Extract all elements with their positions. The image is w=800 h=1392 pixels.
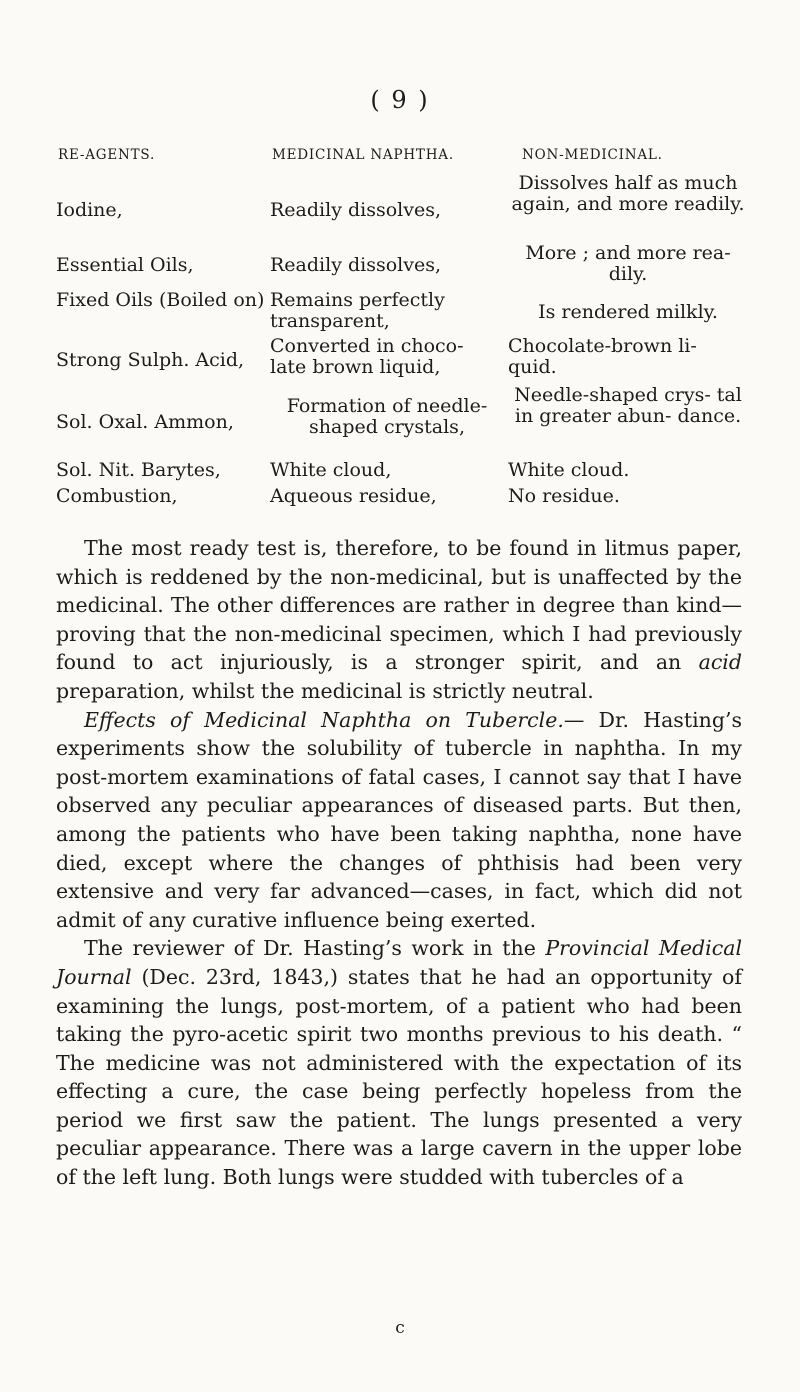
reagent-cell: Iodine, [56,199,123,221]
reagent-cell: Combustion, [56,485,178,507]
nonmedicinal-cell: Chocolate-brown li- quid. [508,335,697,378]
paragraph-litmus: The most ready test is, therefore, to be found in litmus paper, which is reddened by the non-medicinal, but is unaffected by the medicinal. The other differences are rather in degree than kind—proving that the non-medicinal specimen, which I had previously found to act injuriously, is a stronger spirit, and an acid preparation, whilst the medicinal is strictly neutral. [56,536,742,703]
medicinal-cell: Formation of needle- shaped crystals, [286,395,488,438]
medicinal-cell: Remains perfectly transparent, [270,289,445,332]
reagent-cell: Sol. Oxal. Ammon, [56,411,234,433]
medicinal-cell: White cloud, [270,459,392,481]
signature-mark: c [395,1318,405,1338]
medicinal-cell: Aqueous residue, [270,485,437,507]
nonmedicinal-cell: No residue. [508,485,620,507]
nonmedicinal-cell: Is rendered milkly. [538,301,718,323]
medicinal-cell: Converted in choco- late brown liquid, [270,335,464,378]
reagent-cell: Sol. Nit. Barytes, [56,459,221,481]
body-text [56,534,742,1192]
reagent-cell: Fixed Oils (Boiled on) [56,289,265,311]
reagent-cell: Strong Sulph. Acid, [56,349,245,371]
page-number: ( 9 ) [370,86,430,114]
paragraph-effects: Effects of Medicinal Naphtha on Tubercle.— Dr. Hasting’s experiments show the solubility of tubercle in naphtha. In my post-mortem examinations of fatal cases, I cannot say that I have observed any peculiar appearances of diseased parts. But then, among the patients who have been taking naphtha, none have died, except where the changes of phthisis had been very extensive and very far advanced—cases, in fact, which did not admit of any curative influence being exerted. [56,707,742,932]
section-heading: Effects of Medicinal Naphtha on Tubercle. [84,707,564,732]
column-header-nonmedicinal: NON-MEDICINAL. [522,147,663,163]
column-header-reagents: RE-AGENTS. [58,147,156,163]
nonmedicinal-cell: Needle-shaped crys- tal in greater abun- dance. [514,384,742,427]
paragraph-reviewer: The reviewer of Dr. Hasting’s work in the Provincial Medical Journal (Dec. 23rd, 1843,) states that he had an opportunity of examining the lungs, post-mortem, of a patient who had been taking the pyro-acetic spirit two months previous to his death. “ The medicine was not administered with the expectation of its effecting a cure, the case being perfectly hopeless from the period we first saw the patient. The lungs presented a very peculiar appearance. There was a large cavern in the upper lobe of the left lung. Both lungs were studded with tubercles of a [56,936,742,1190]
reagent-cell: Essential Oils, [56,254,194,276]
column-header-medicinal: MEDICINAL NAPHTHA. [272,147,454,163]
nonmedicinal-cell: White cloud. [508,459,630,481]
medicinal-cell: Readily dissolves, [270,254,441,276]
nonmedicinal-cell: More ; and more rea- dily. [525,242,731,285]
medicinal-cell: Readily dissolves, [270,199,441,221]
nonmedicinal-cell: Dissolves half as much again, and more readily. [511,172,745,215]
